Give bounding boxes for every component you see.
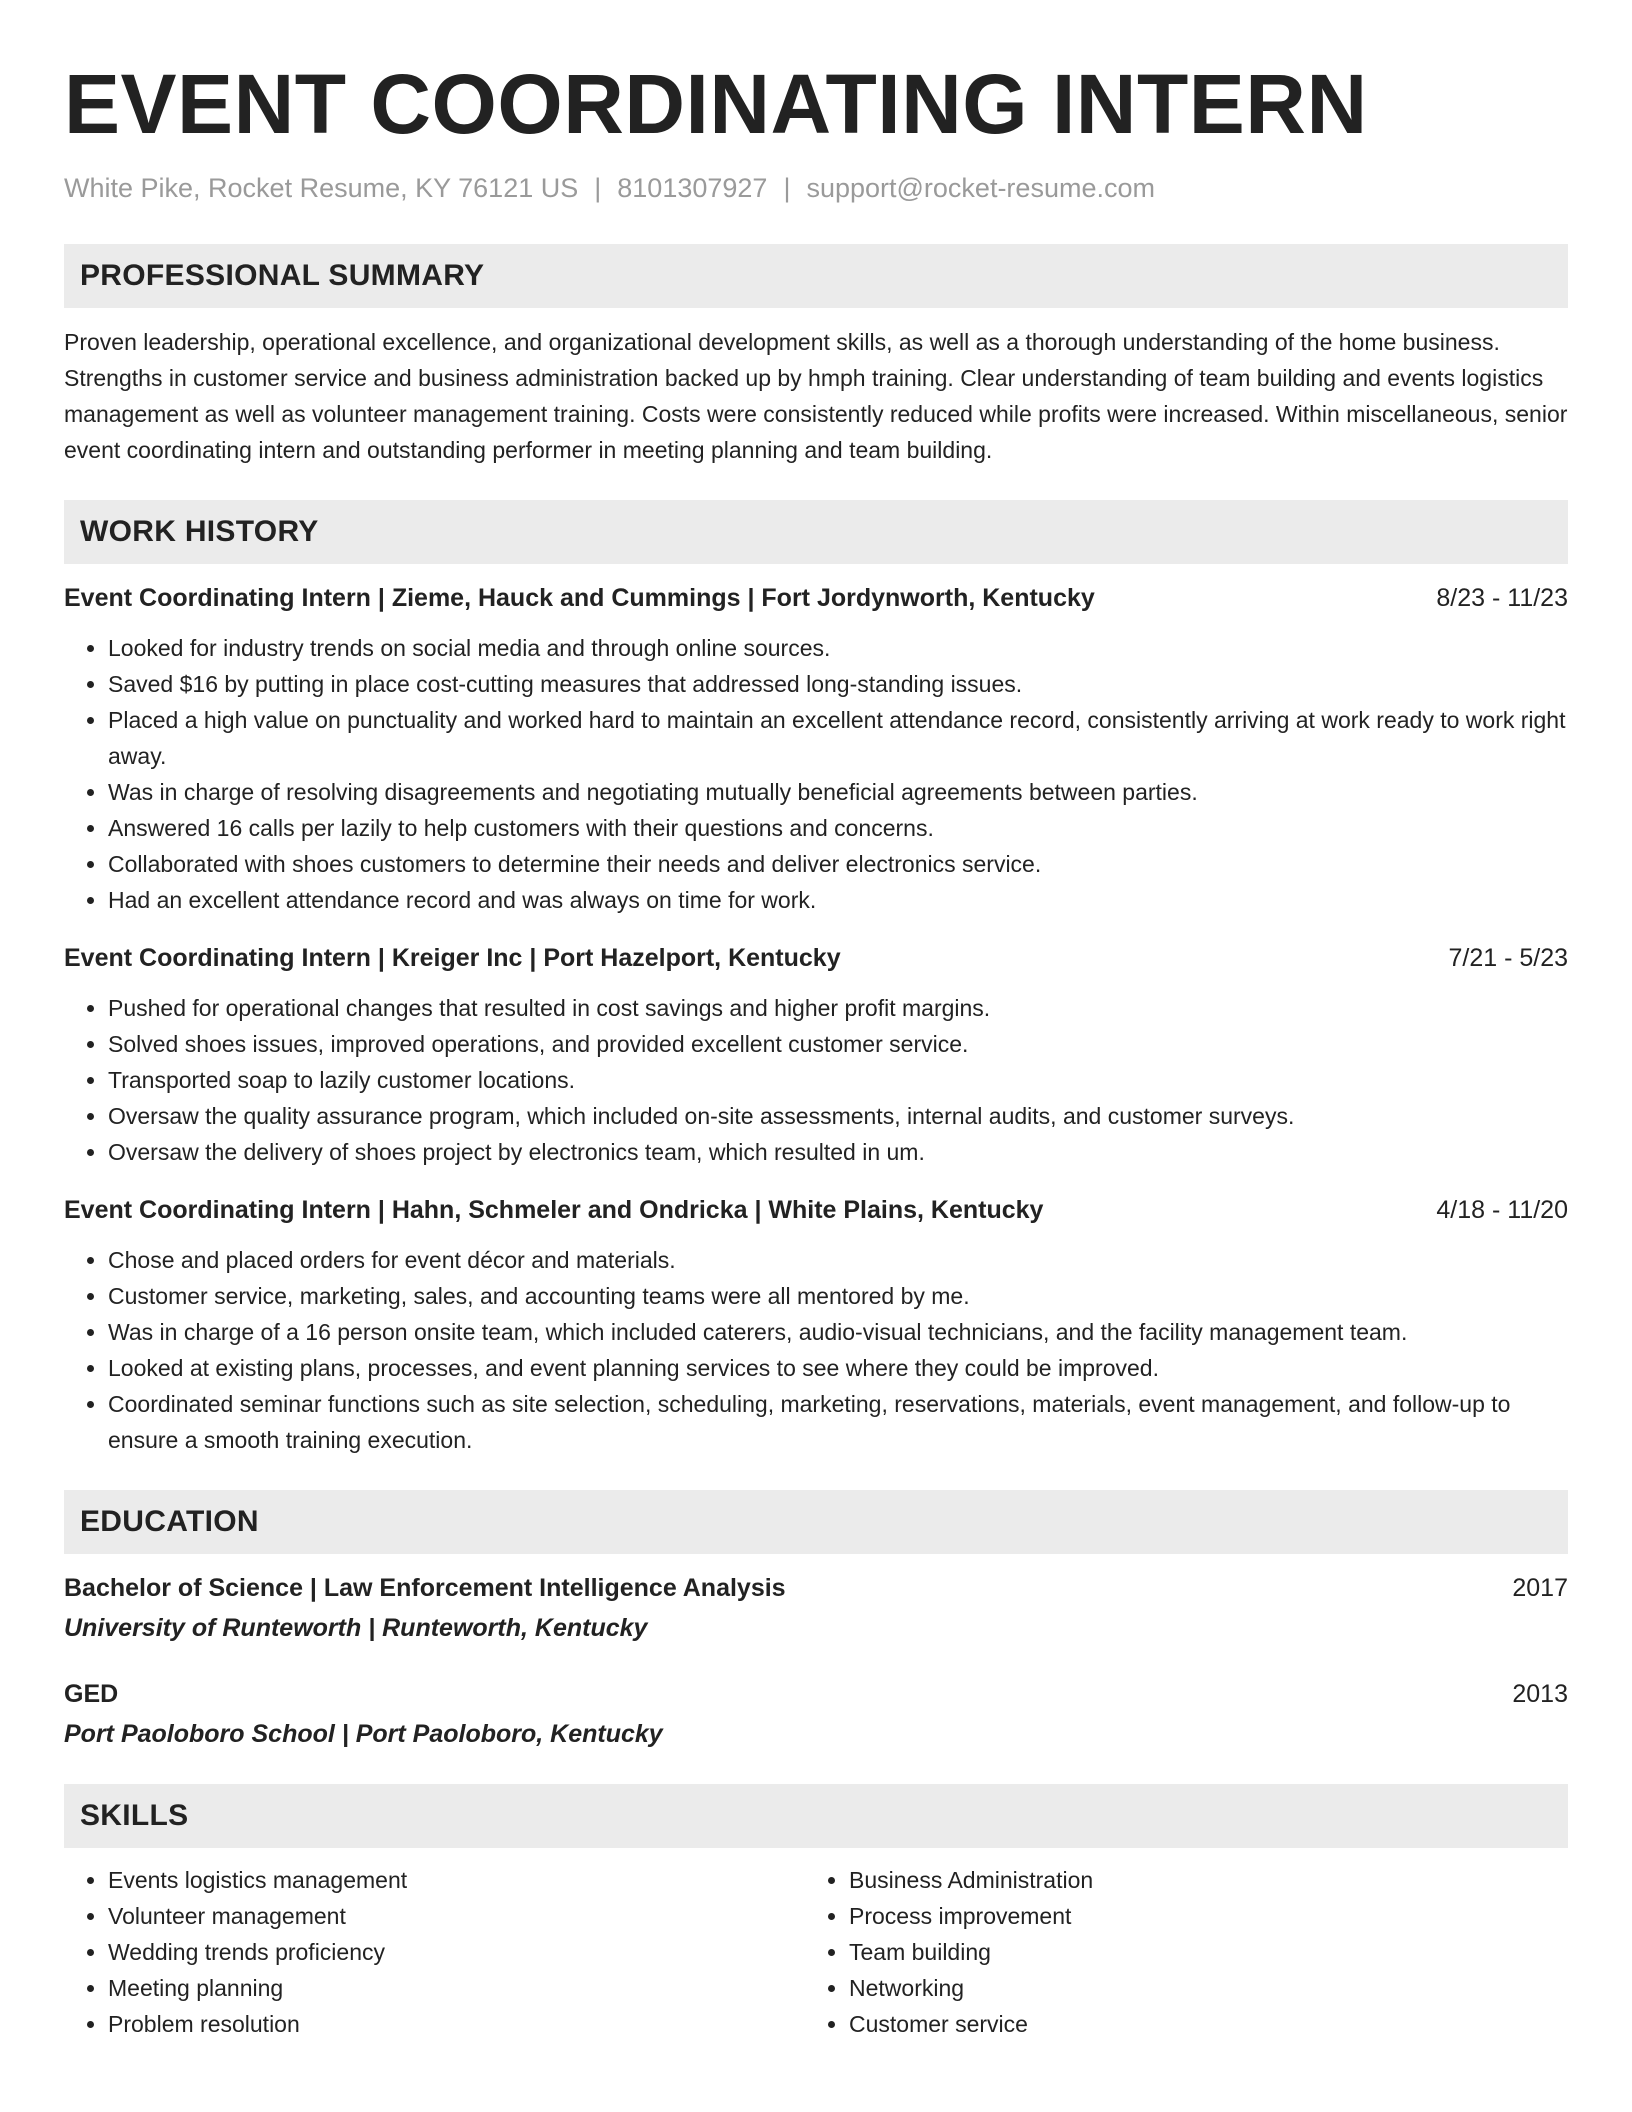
candidate-name: EVENT COORDINATING INTERN: [64, 57, 1368, 151]
section-heading-skills: SKILLS: [64, 1784, 1568, 1848]
skill-item: • Problem resolution: [108, 2006, 805, 2042]
job-bullet: • Chose and placed orders for event décor and materials.: [108, 1242, 1568, 1278]
job-bullet: • Oversaw the delivery of shoes project by electronics team, which resulted in um.: [108, 1134, 1568, 1170]
job-bullet: • Saved $16 by putting in place cost-cutting measures that addressed long-standing issues.: [108, 666, 1568, 702]
skills-list-left: [64, 1862, 805, 2042]
job-bullet: • Had an excellent attendance record and was always on time for work.: [108, 882, 1568, 918]
education-header: [64, 1570, 1568, 1606]
job-dates: 7/21 - 5/23: [1448, 944, 1568, 972]
skills-columns: [64, 1862, 1568, 2042]
job-bullet: • Customer service, marketing, sales, and accounting teams were all mentored by me.: [108, 1278, 1568, 1314]
education-degree: GED: [64, 1680, 119, 1708]
skills-list-right: [805, 1862, 1546, 2042]
job-dates: 4/18 - 11/20: [1436, 1196, 1568, 1224]
contact-phone: 8101307927: [617, 173, 768, 203]
job-entry: [64, 580, 1568, 918]
skills-section: [64, 1784, 1568, 2042]
job-bullets: [64, 630, 1568, 918]
skill-item: • Networking: [849, 1970, 1546, 2006]
summary-text: Proven leadership, operational excellence, and organizational development skills, as well as a thorough understanding of the home business. Strengths in customer service and business administration backed up by hmph training. Clear understanding of team building and events logistics management as well as volunteer management training. Costs were consistently reduced while profits were increased. Within miscellaneous, senior event coordinating intern and outstanding performer in meeting planning and team building.: [64, 329, 1568, 463]
skill-item: • Volunteer management: [108, 1898, 805, 1934]
job-bullet: • Was in charge of a 16 person onsite team, which included caterers, audio-visual technicians, and the facility management team.: [108, 1314, 1568, 1350]
job-bullets: [64, 990, 1568, 1170]
skill-item: • Events logistics management: [108, 1862, 805, 1898]
education-section: [64, 1490, 1568, 1752]
contact-email: support@rocket-resume.com: [806, 173, 1155, 203]
skill-item: • Business Administration: [849, 1862, 1546, 1898]
job-bullets: [64, 1242, 1568, 1458]
job-header: [64, 580, 1568, 616]
section-heading-education: EDUCATION: [64, 1490, 1568, 1554]
job-heading: Event Coordinating Intern | Kreiger Inc | Port Hazelport, Kentucky: [64, 944, 841, 972]
education-year: 2013: [1512, 1680, 1568, 1708]
job-bullet: • Pushed for operational changes that resulted in cost savings and higher profit margins.: [108, 990, 1568, 1026]
job-bullet: • Collaborated with shoes customers to determine their needs and deliver electronics service.: [108, 846, 1568, 882]
job-heading: Event Coordinating Intern | Zieme, Hauck and Cummings | Fort Jordynworth, Kentucky: [64, 584, 1095, 612]
job-bullet: • Oversaw the quality assurance program, which included on-site assessments, internal audits, and customer surveys.: [108, 1098, 1568, 1134]
job-header: [64, 940, 1568, 976]
job-entry: [64, 1192, 1568, 1458]
job-entry: [64, 940, 1568, 1170]
contact-separator: |: [594, 173, 602, 203]
education-entry: [64, 1570, 1568, 1646]
education-entry: [64, 1676, 1568, 1752]
education-school: University of Runteworth | Runteworth, Kentucky: [64, 1614, 648, 1642]
resume-header: [64, 54, 1568, 206]
education-year: 2017: [1512, 1574, 1568, 1602]
contact-line: [64, 170, 1568, 206]
summary-section: [64, 244, 1568, 468]
section-heading-work-history: WORK HISTORY: [64, 500, 1568, 564]
contact-separator: |: [783, 173, 791, 203]
job-bullet: • Looked at existing plans, processes, and event planning services to see where they could be improved.: [108, 1350, 1568, 1386]
job-bullet: • Transported soap to lazily customer locations.: [108, 1062, 1568, 1098]
job-bullet: • Answered 16 calls per lazily to help customers with their questions and concerns.: [108, 810, 1568, 846]
skill-item: • Wedding trends proficiency: [108, 1934, 805, 1970]
skill-item: • Team building: [849, 1934, 1546, 1970]
contact-address: White Pike, Rocket Resume, KY 76121 US: [64, 173, 579, 203]
job-bullet: • Solved shoes issues, improved operations, and provided excellent customer service.: [108, 1026, 1568, 1062]
job-heading: Event Coordinating Intern | Hahn, Schmeler and Ondricka | White Plains, Kentucky: [64, 1196, 1044, 1224]
education-school: Port Paoloboro School | Port Paoloboro, Kentucky: [64, 1720, 663, 1748]
job-bullet: • Was in charge of resolving disagreements and negotiating mutually beneficial agreements between parties.: [108, 774, 1568, 810]
skill-item: • Meeting planning: [108, 1970, 805, 2006]
job-header: [64, 1192, 1568, 1228]
education-header: [64, 1676, 1568, 1712]
skill-item: • Customer service: [849, 2006, 1546, 2042]
skill-item: • Process improvement: [849, 1898, 1546, 1934]
job-dates: 8/23 - 11/23: [1436, 584, 1568, 612]
work-history-section: [64, 500, 1568, 1458]
section-heading-summary: PROFESSIONAL SUMMARY: [64, 244, 1568, 308]
job-bullet: • Placed a high value on punctuality and worked hard to maintain an excellent attendance record, consistently arriving at work ready to work right away.: [108, 702, 1568, 774]
job-bullet: • Looked for industry trends on social media and through online sources.: [108, 630, 1568, 666]
education-degree: Bachelor of Science | Law Enforcement Intelligence Analysis: [64, 1574, 786, 1602]
job-bullet: • Coordinated seminar functions such as site selection, scheduling, marketing, reservations, materials, event management, and follow-up to ensure a smooth training execution.: [108, 1386, 1568, 1458]
